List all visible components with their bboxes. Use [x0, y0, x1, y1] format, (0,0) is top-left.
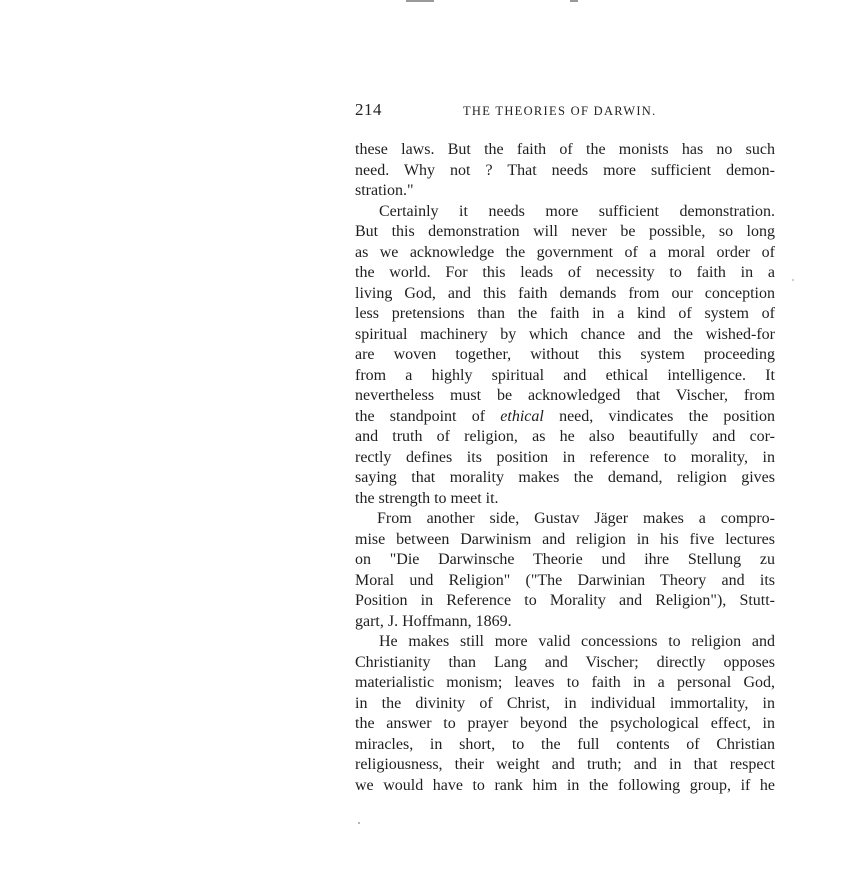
text-line: Certainly it needs more sufficient demonstration.	[379, 202, 775, 220]
text-line: But this demonstration will never be possible, so long	[355, 223, 775, 240]
text-line: Position in Reference to Morality and Religion"), Stutt-	[355, 592, 775, 609]
text-line: and truth of religion, as he also beautifully and cor-	[355, 428, 775, 445]
text-line: mise between Darwinism and religion in his five lectures	[355, 530, 775, 548]
text-line: living God, and this faith demands from our conception	[355, 284, 775, 302]
text-line: we would have to rank him in the following group, if he	[355, 776, 775, 794]
text-line: in the divinity of Christ, in individual immortality, in	[355, 694, 775, 712]
scan-mark-top-right	[570, 0, 578, 2]
italic-word: ethical	[500, 407, 544, 425]
text-line: saying that morality makes the demand, religion gives	[355, 469, 775, 486]
page-header	[355, 100, 775, 122]
text-line: on "Die Darwinsche Theorie und ihre Stellung zu	[355, 551, 775, 568]
text-line: gart, J. Hoffmann, 1869.	[355, 612, 512, 630]
text-line: Moral und Religion" ("The Darwinian Theory and its	[355, 571, 775, 589]
text-line: nevertheless must be acknowledged that Vischer, from	[355, 387, 775, 404]
page-number: 214	[355, 100, 382, 119]
text-line: the strength to meet it.	[355, 489, 499, 507]
text-line	[355, 407, 775, 428]
text-line: less pretensions than the faith in a kind of system of	[355, 305, 775, 322]
text-line: materialistic monism; leaves to faith in a personal God,	[355, 674, 775, 691]
body-text	[355, 140, 775, 796]
text-line: from a highly spiritual and ethical intelligence. It	[355, 366, 775, 384]
scan-mark-top-left	[406, 0, 434, 2]
text-line: spiritual machinery by which chance and the wished-for	[355, 325, 775, 343]
text-line: the answer to prayer beyond the psychological effect, in	[355, 715, 775, 732]
text-line: stration."	[355, 182, 414, 199]
text-line: are woven together, without this system proceeding	[355, 346, 775, 363]
text-line: From another side, Gustav Jäger makes a compro-	[377, 510, 775, 527]
text-line: Christianity than Lang and Vischer; directly opposes	[355, 653, 775, 671]
text-line: rectly defines its position in reference to morality, in	[355, 448, 775, 466]
text-line: these laws. But the faith of the monists has no such	[355, 141, 775, 158]
text-line: religiousness, their weight and truth; and in that respect	[355, 756, 775, 773]
text-segment: need, vindicates the position	[543, 407, 775, 425]
text-line: the world. For this leads of necessity to faith in a	[355, 264, 775, 281]
running-title: THE THEORIES OF DARWIN.	[463, 104, 657, 118]
text-line: He makes still more valid concessions to religion and	[379, 633, 775, 650]
text-line: need. Why not ? That needs more sufficient demon-	[355, 161, 775, 179]
text-line: miracles, in short, to the full contents of Christian	[355, 735, 775, 753]
scan-speck-right	[792, 279, 794, 281]
scan-speck-bottom	[358, 822, 360, 824]
text-segment: the standpoint of	[355, 407, 501, 425]
text-line: as we acknowledge the government of a moral order of	[355, 243, 775, 261]
